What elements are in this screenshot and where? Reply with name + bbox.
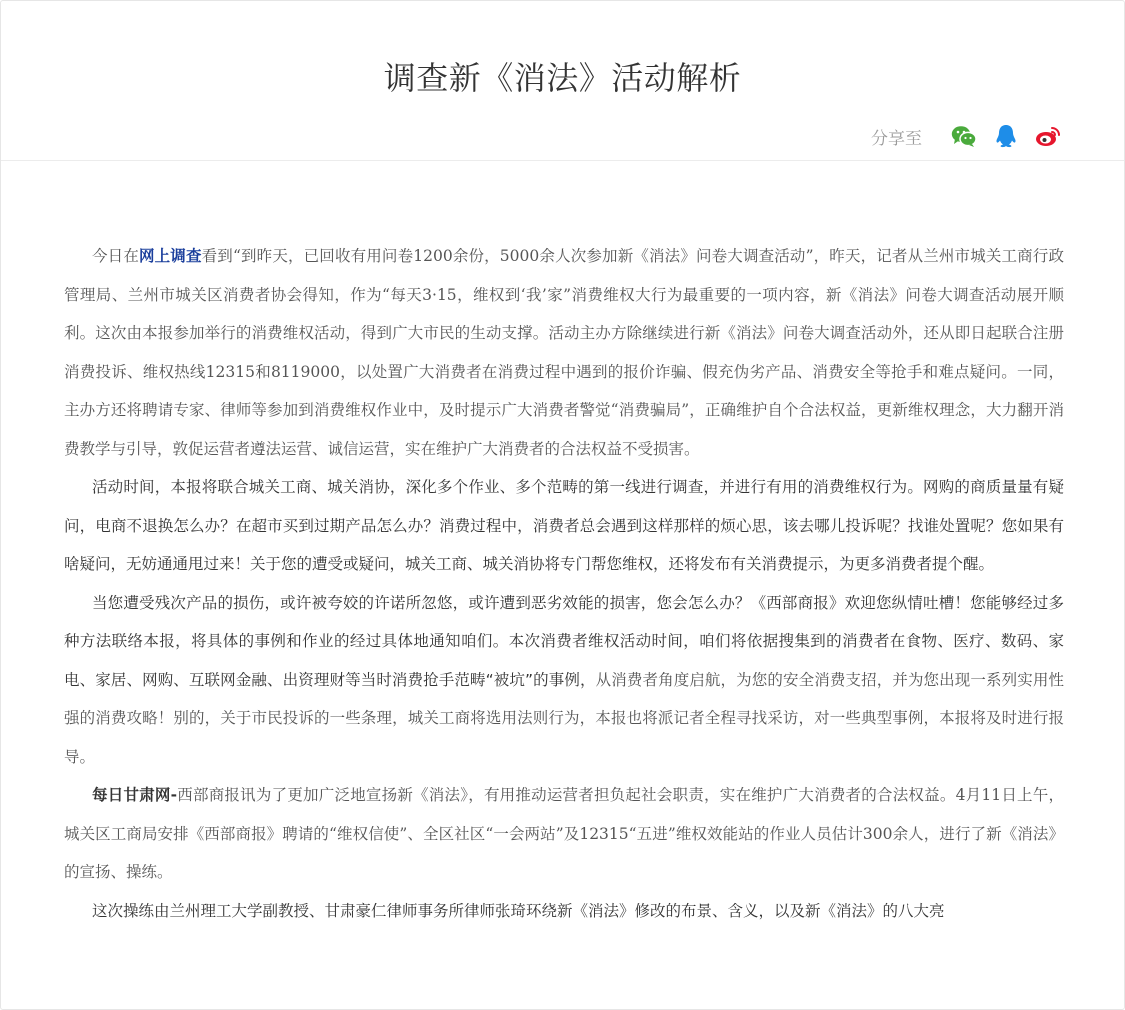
paragraph-2: 活动时间，本报将联合城关工商、城关消协，深化多个作业、多个范畴的第一线进行调查，并进行有用的消费维权行为。网购的商质量量有疑问，电商不退换怎么办？在超市买到过期产品怎么办？消费过程中，消费者总会遇到这样那样的烦心思，该去哪儿投诉呢？找谁处置呢？您如果有啥疑问，无妨通通甩过来！关于您的遭受或疑问，城关工商、城关消协将专门帮您维权，还将发布有关消费提示，为更多消费者提个醒。 bbox=[64, 478, 1064, 573]
article-header bbox=[1, 1, 1124, 161]
paragraph-4-source: 每日甘肃网- bbox=[92, 786, 178, 804]
paragraph-5-sans: 这次操练由兰州理工大学副教授、甘肃豪仁律师事务所律师张琦环绕新《消法》修改的布景、含义，以及新《消法》的八大亮 bbox=[92, 901, 945, 920]
paragraph-1-text: 看到“到昨天，已回收有用问卷1200余份，5000余人次参加新《消法》问卷大调查活动”，昨天，记者从兰州市城关工商行政管理局、兰州市城关区消费者协会得知，作为“每天3·15，维权到‘我’家”消费维权大行为最重要的一项内容，新《消法》问卷大调查活动展开顺利。这次由本报参加举行的消费维权活动，得到广大市民的生动支撑。活动主办方除继续进行新《消法》问卷大调查活动外，还从即日起联合注册消费投诉、维权热线12315和8119000，以处置广大消费者在消费过程中遇到的报价诈骗、假充伪劣产品、消费安全等抢手和难点疑问。一同，主办方还将聘请专家、律师等参加到消费维权作业中，及时提示广大消费者警觉“消费骗局”，正确维护自个合法权益，更新维权理念，大力翻开消费教学与引导，敦促运营者遵法运营、诚信运营，实在维护广大消费者的合法权益不受损害。 bbox=[64, 247, 1064, 458]
article-body bbox=[64, 237, 1064, 930]
paragraph-4-text: 西部商报讯为了更加广泛地宣扬新《消法》，有用推动运营者担负起社会职责，实在维护广大消费者的合法权益。4月11日上午，城关区工商局安排《西部商报》聘请的“维权信使”、全区社区“一会两站”及12315“五进”维权效能站的作业人员估计300余人，进行了新《消法》的宣扬、操练。 bbox=[64, 786, 1064, 881]
weibo-icon[interactable] bbox=[1034, 122, 1062, 150]
wechat-icon[interactable] bbox=[950, 122, 978, 150]
paragraph-1 bbox=[64, 237, 1064, 468]
share-label: 分享至 bbox=[871, 128, 922, 149]
online-survey-link[interactable]: 网上调查 bbox=[138, 247, 202, 265]
paragraph-3-sans: 当您遭受残次产品的损伤，或许被夸姣的许诺所忽悠，或许遭到恶劣效能的损害，您会怎么办？《西部商报》欢迎您纵情吐槽！您能够经过多种方法联络本报，将具体的事例和作业的经过具体地通知咱们。本次消费者维权活动时间，咱们将依据搜集到的消费者在食物、医疗、数码、家电、家居、网购、互联网金融、出资理财等当时消费抢手范畴“被坑”的事例， bbox=[64, 593, 1064, 689]
paragraph-4 bbox=[64, 776, 1064, 892]
article-title: 调查新《消法》活动解析 bbox=[383, 59, 742, 97]
paragraph-3-serif: 从消费者角度启航，为您的安全消费支招，并为您出现一系列实用性强的消费攻略！别的，关于市民投诉的一些条理，城关工商将选用法则行为，本报也将派记者全程寻找采访，对一些典型事例，本报将及时进行报导。 bbox=[64, 670, 1064, 766]
paragraph-3 bbox=[64, 584, 1064, 777]
qq-icon[interactable] bbox=[992, 122, 1020, 150]
paragraph-1-pre: 今日在 bbox=[92, 247, 139, 265]
paragraph-5 bbox=[64, 892, 1064, 931]
share-bar bbox=[871, 121, 1062, 151]
